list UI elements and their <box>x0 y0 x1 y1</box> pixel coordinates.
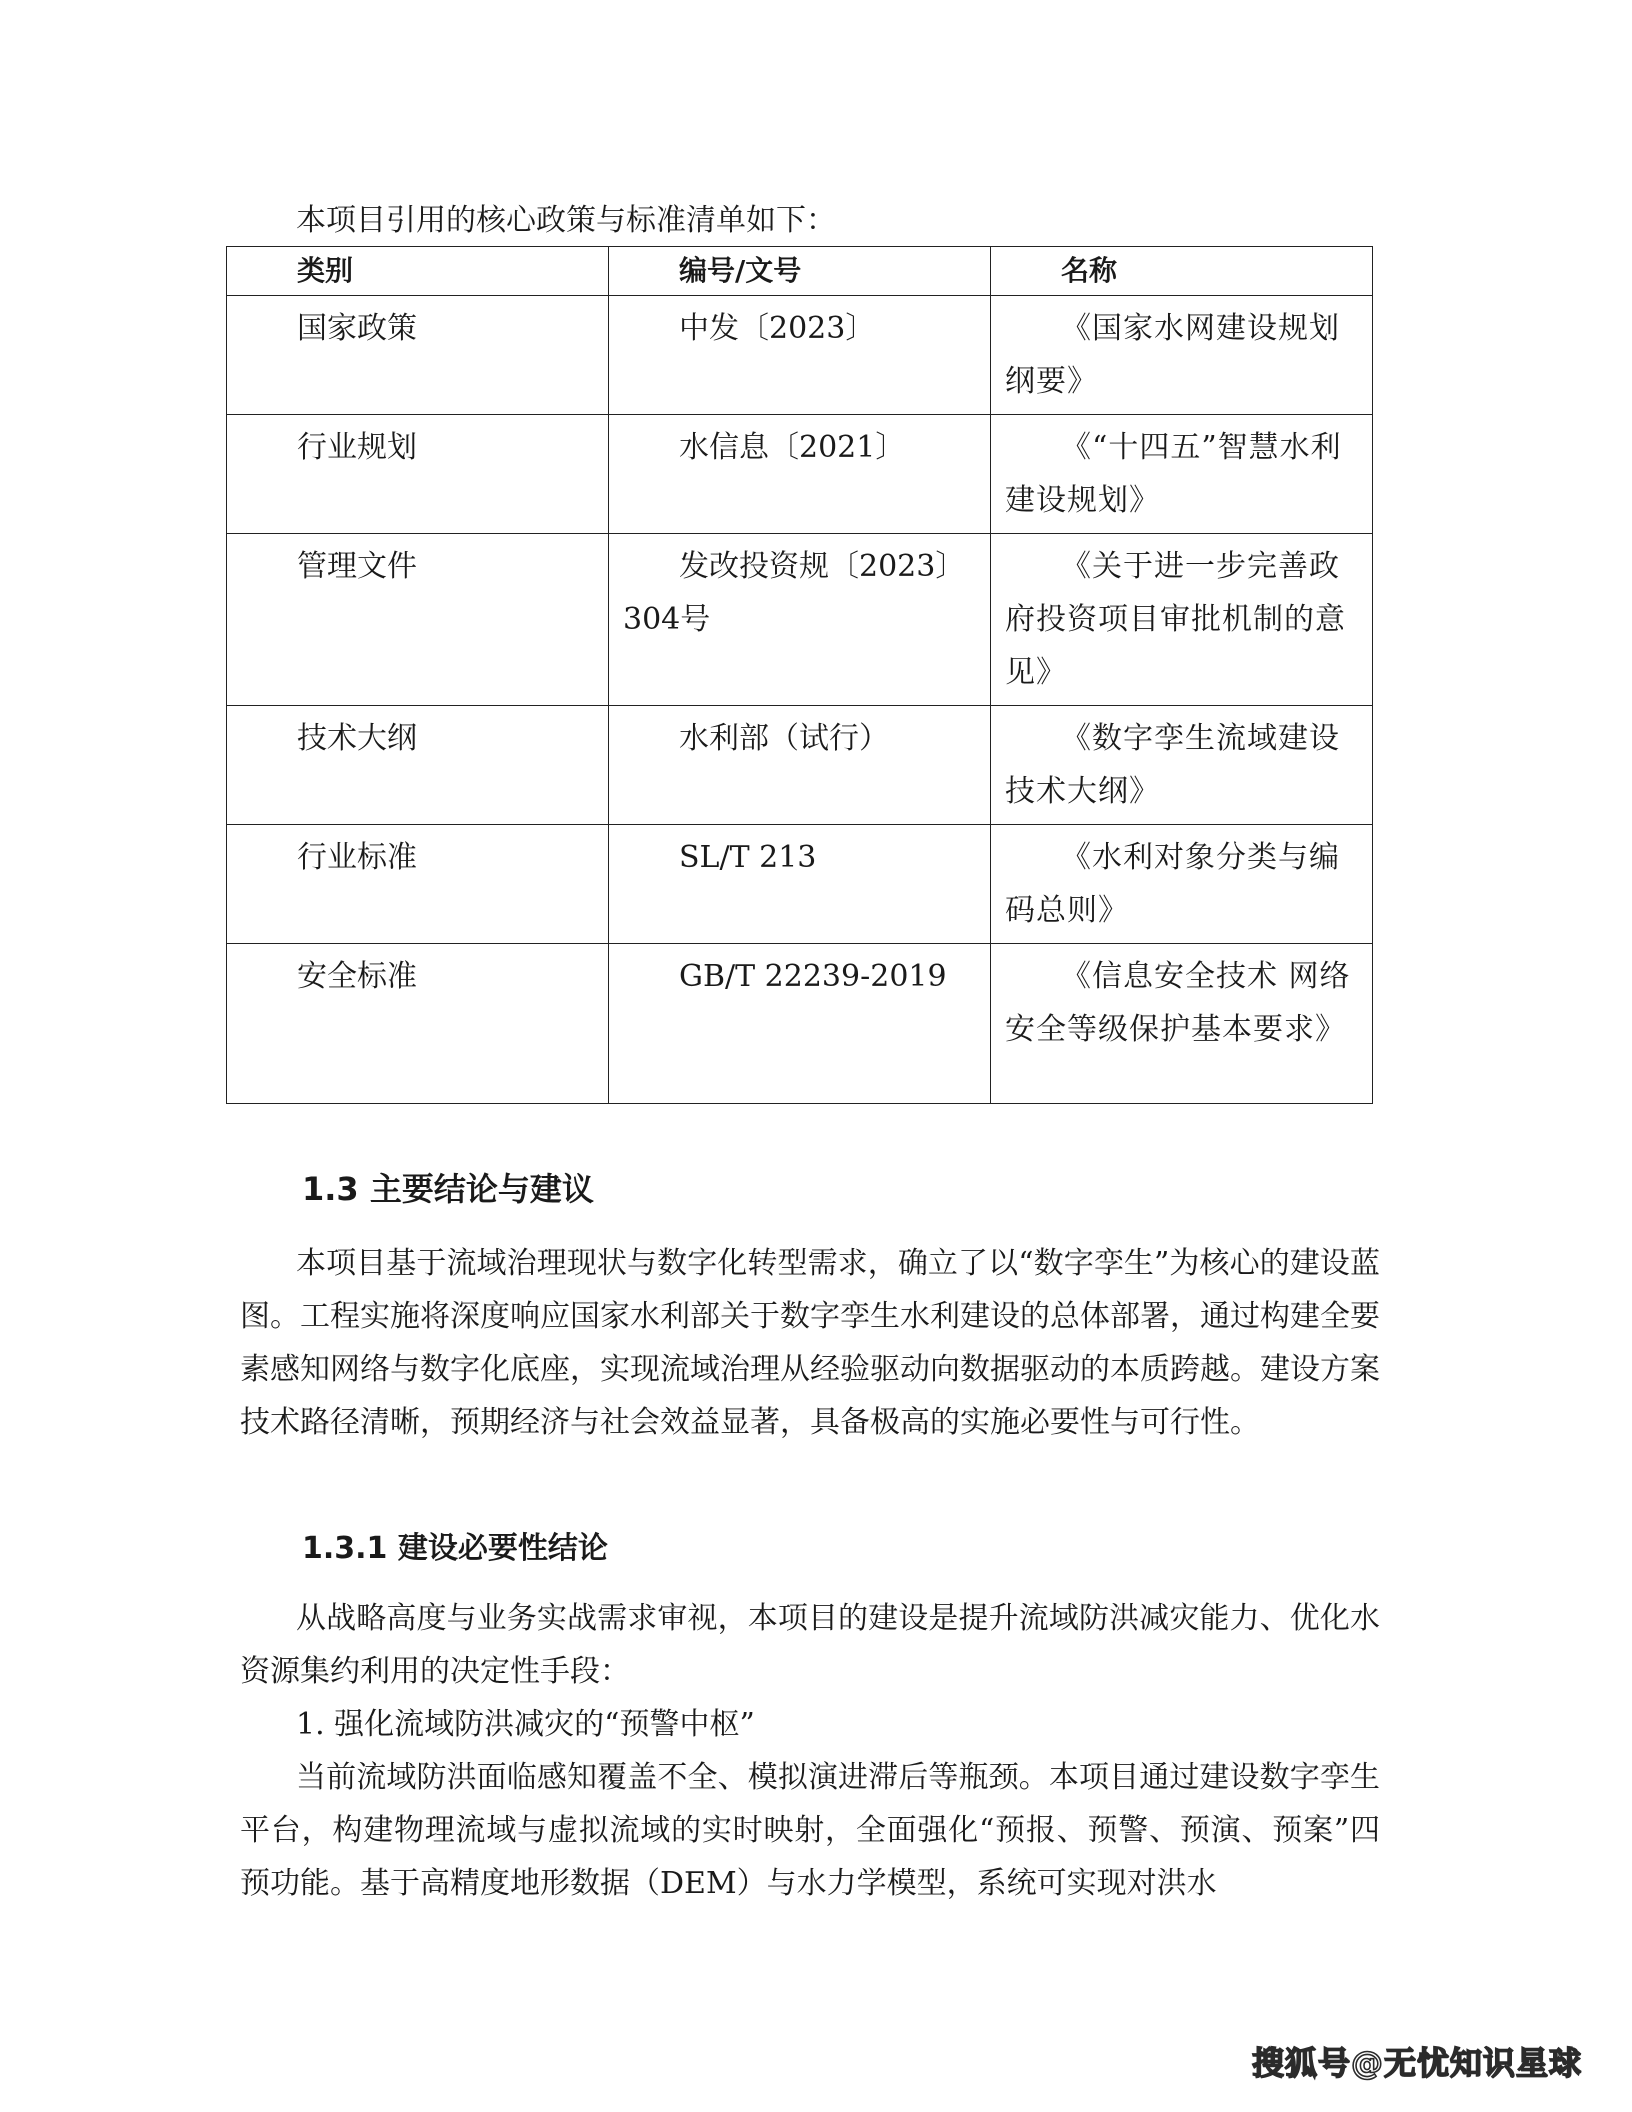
cell-code: GB/T 22239-2019 <box>609 944 991 1104</box>
table-intro: 本项目引用的核心政策与标准清单如下： <box>296 203 836 238</box>
cell-name: 《关于进一步完善政府投资项目审批机制的意见》 <box>991 534 1373 706</box>
cell-code: SL/T 213 <box>609 825 991 944</box>
subsection-heading: 1.3.1 建设必要性结论 <box>302 1531 608 1566</box>
cell-code: 中发〔2023〕 <box>609 296 991 415</box>
cell-category: 管理文件 <box>227 534 609 706</box>
cell-category: 安全标准 <box>227 944 609 1104</box>
policy-standards-table <box>226 246 1373 1104</box>
list-item-text: 当前流域防洪面临感知覆盖不全、模拟演进滞后等瓶颈。本项目通过建设数字孪生平台，构建物理流域与虚拟流域的实时映射，全面强化“预报、预警、预演、预案”四预功能。基于高精度地形数据（DEM）与水力学模型，系统可实现对洪水 <box>240 1760 1380 1901</box>
table-row <box>227 534 1373 706</box>
cell-code: 水信息〔2021〕 <box>609 415 991 534</box>
watermark: 搜狐号@无忧知识星球 <box>1251 2044 1582 2082</box>
table-row <box>227 944 1373 1104</box>
cell-category: 技术大纲 <box>227 706 609 825</box>
cell-name: 《水利对象分类与编码总则》 <box>991 825 1373 944</box>
header-code: 编号/文号 <box>609 247 991 296</box>
cell-name: 《“十四五”智慧水利建设规划》 <box>991 415 1373 534</box>
cell-name: 《数字孪生流域建设技术大纲》 <box>991 706 1373 825</box>
cell-category: 国家政策 <box>227 296 609 415</box>
cell-name: 《信息安全技术 网络安全等级保护基本要求》 <box>991 944 1373 1104</box>
table-row <box>227 415 1373 534</box>
subsection-paragraph: 从战略高度与业务实战需求审视，本项目的建设是提升流域防洪减灾能力、优化水资源集约利用的决定性手段： <box>240 1601 1380 1689</box>
header-category: 类别 <box>227 247 609 296</box>
cell-name: 《国家水网建设规划纲要》 <box>991 296 1373 415</box>
section-paragraph: 本项目基于流域治理现状与数字化转型需求，确立了以“数字孪生”为核心的建设蓝图。工程实施将深度响应国家水利部关于数字孪生水利建设的总体部署，通过构建全要素感知网络与数字化底座，实现流域治理从经验驱动向数据驱动的本质跨越。建设方案技术路径清晰，预期经济与社会效益显著，具备极高的实施必要性与可行性。 <box>240 1246 1380 1440</box>
cell-category: 行业标准 <box>227 825 609 944</box>
table-row <box>227 825 1373 944</box>
cell-code: 水利部（试行） <box>609 706 991 825</box>
cell-category: 行业规划 <box>227 415 609 534</box>
table-row <box>227 706 1373 825</box>
table-row <box>227 296 1373 415</box>
cell-code: 发改投资规〔2023〕304号 <box>609 534 991 706</box>
header-name: 名称 <box>991 247 1373 296</box>
list-item-title: 1. 强化流域防洪减灾的“预警中枢” <box>296 1707 755 1742</box>
table-header-row <box>227 247 1373 296</box>
section-heading: 1.3 主要结论与建议 <box>302 1170 594 1208</box>
